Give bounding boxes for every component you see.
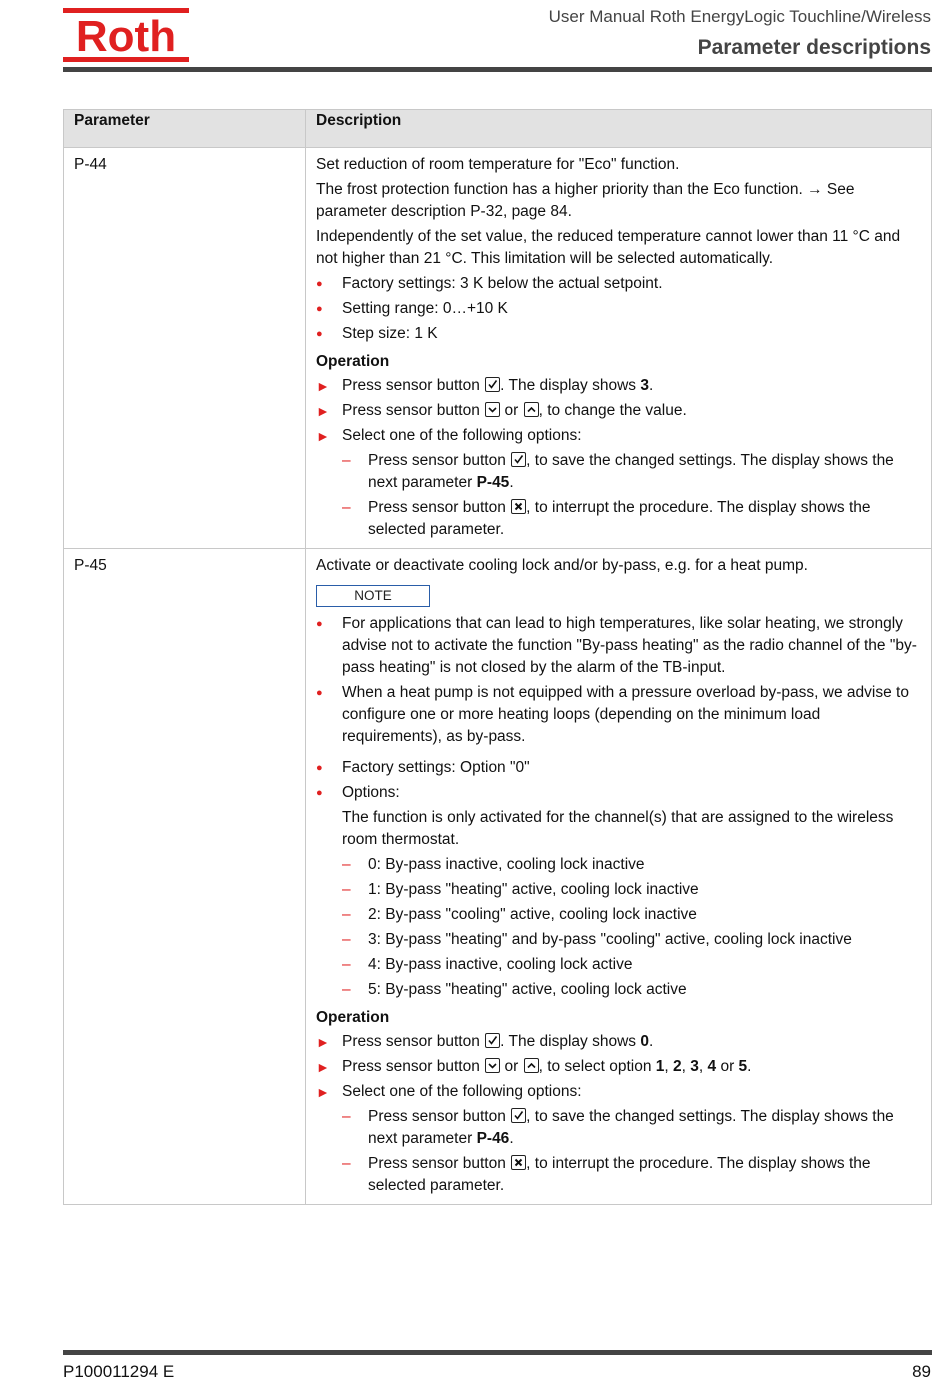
- description-text: Set reduction of room temperature for "Eco" function.: [316, 156, 680, 173]
- list-item: – 3: By-pass "heating" and by-pass "cooling" active, cooling lock inactive: [342, 929, 923, 951]
- parameter-description: [306, 148, 932, 549]
- operation-steps: [316, 375, 923, 541]
- list-item: ● Step size: 1 K: [316, 323, 923, 345]
- parameter-table: [63, 109, 932, 1205]
- list-item: ► Press sensor button or , to select option 1, 2, 3, 4 or 5.: [316, 1056, 923, 1078]
- list-item: ● Options: The function is only activated for the channel(s) that are assigned to the wireless room thermostat. – 0: By-pass inactive, cooling lock inactive – 1: By-pass "heating" active, cooling lock inactive – 2: By-pass "cooling" active, cooling lock inactive – 3: By-pass "heating" and by-pass "cooling" active, cooling lock inactive – 4: By-pass inactive, cooling lock active – 5: By-pass "heating" active, cooling lock active: [316, 782, 923, 1001]
- description-text: The frost protection function has a higher priority than the Eco function. → See parameter description P-32, page 84.: [316, 181, 855, 220]
- arrow-down-icon: [485, 402, 500, 417]
- arrow-up-icon: [524, 1058, 539, 1073]
- list-item: – 1: By-pass "heating" active, cooling lock inactive: [342, 879, 923, 901]
- ok-check-icon: [485, 1033, 500, 1048]
- list-item: ► Select one of the following options: – Press sensor button , to save the changed settings. The display shows the next parameter P-46. – Press sensor button , to interrupt the procedure. The display shows the selected parameter.: [316, 1081, 923, 1197]
- list-item: ● Setting range: 0…+10 K: [316, 298, 923, 320]
- list-item: ► Press sensor button or , to change the value.: [316, 400, 923, 422]
- table-header-row: [64, 110, 932, 148]
- table-row: [64, 549, 932, 1205]
- settings-list: [316, 273, 923, 345]
- logo-text: Roth: [75, 12, 177, 61]
- option-sublist: [342, 450, 923, 541]
- list-item: ► Select one of the following options: – Press sensor button , to save the changed settings. The display shows the next parameter P-45. – Press sensor button , to interrupt the procedure. The display shows the selected parameter.: [316, 425, 923, 541]
- list-item: – 4: By-pass inactive, cooling lock active: [342, 954, 923, 976]
- option-sublist: [342, 854, 923, 1001]
- list-item: ► Press sensor button . The display shows 0.: [316, 1031, 923, 1053]
- column-header-parameter: Parameter: [64, 110, 306, 148]
- list-item: – 0: By-pass inactive, cooling lock inactive: [342, 854, 923, 876]
- note-list: [316, 613, 923, 748]
- parameter-name: P-45: [64, 549, 306, 1205]
- parameter-description: [306, 549, 932, 1205]
- description-text: Activate or deactivate cooling lock and/or by-pass, e.g. for a heat pump.: [316, 557, 808, 574]
- list-item: ● Factory settings: 3 K below the actual setpoint.: [316, 273, 923, 295]
- operation-heading: Operation: [316, 353, 390, 370]
- operation-heading: Operation: [316, 1009, 390, 1026]
- arrow-down-icon: [485, 1058, 500, 1073]
- document-number: P100011294 E: [63, 1362, 175, 1381]
- list-item: – Press sensor button , to interrupt the procedure. The display shows the selected parameter.: [342, 497, 923, 541]
- cancel-x-icon: [511, 1155, 526, 1170]
- list-item: – Press sensor button , to interrupt the procedure. The display shows the selected parameter.: [342, 1153, 923, 1197]
- column-header-description: Description: [306, 110, 932, 148]
- list-item: – Press sensor button , to save the changed settings. The display shows the next parameter P-45.: [342, 450, 923, 494]
- description-text: Independently of the set value, the reduced temperature cannot lower than 11 °C and not higher than 21 °C. This limitation will be selected automatically.: [316, 228, 901, 267]
- operation-steps: [316, 1031, 923, 1197]
- list-item: ● Factory settings: Option "0": [316, 757, 923, 779]
- table-row: [64, 148, 932, 549]
- options-explanation: The function is only activated for the channel(s) that are assigned to the wireless room thermostat.: [342, 809, 894, 848]
- settings-list: [316, 757, 923, 1001]
- list-item: ● When a heat pump is not equipped with a pressure overload by-pass, we advise to configure one or more heating loops (depending on the minimum load requirements), as by-pass.: [316, 682, 923, 748]
- page-number: 89: [912, 1362, 931, 1381]
- list-item: – Press sensor button , to save the changed settings. The display shows the next parameter P-46.: [342, 1106, 923, 1150]
- list-item: – 5: By-pass "heating" active, cooling lock active: [342, 979, 923, 1001]
- parameter-name: P-44: [64, 148, 306, 549]
- header-rule: [63, 67, 932, 72]
- list-item: – 2: By-pass "cooling" active, cooling lock inactive: [342, 904, 923, 926]
- option-sublist: [342, 1106, 923, 1197]
- cancel-x-icon: [511, 499, 526, 514]
- ok-check-icon: [485, 377, 500, 392]
- list-item: ► Press sensor button . The display shows 3.: [316, 375, 923, 397]
- manual-subtitle: User Manual Roth EnergyLogic Touchline/Wireless: [548, 7, 931, 26]
- section-title: Parameter descriptions: [697, 36, 931, 59]
- roth-logo: [63, 8, 189, 62]
- list-item: ● For applications that can lead to high temperatures, like solar heating, we strongly advise not to activate the function "By-pass heating" as the radio channel of the "by-pass heating" is not closed by the alarm of the TB-input.: [316, 613, 923, 679]
- ok-check-icon: [511, 1108, 526, 1123]
- ok-check-icon: [511, 452, 526, 467]
- arrow-up-icon: [524, 402, 539, 417]
- footer-rule: [63, 1350, 932, 1355]
- note-label: NOTE: [316, 585, 430, 607]
